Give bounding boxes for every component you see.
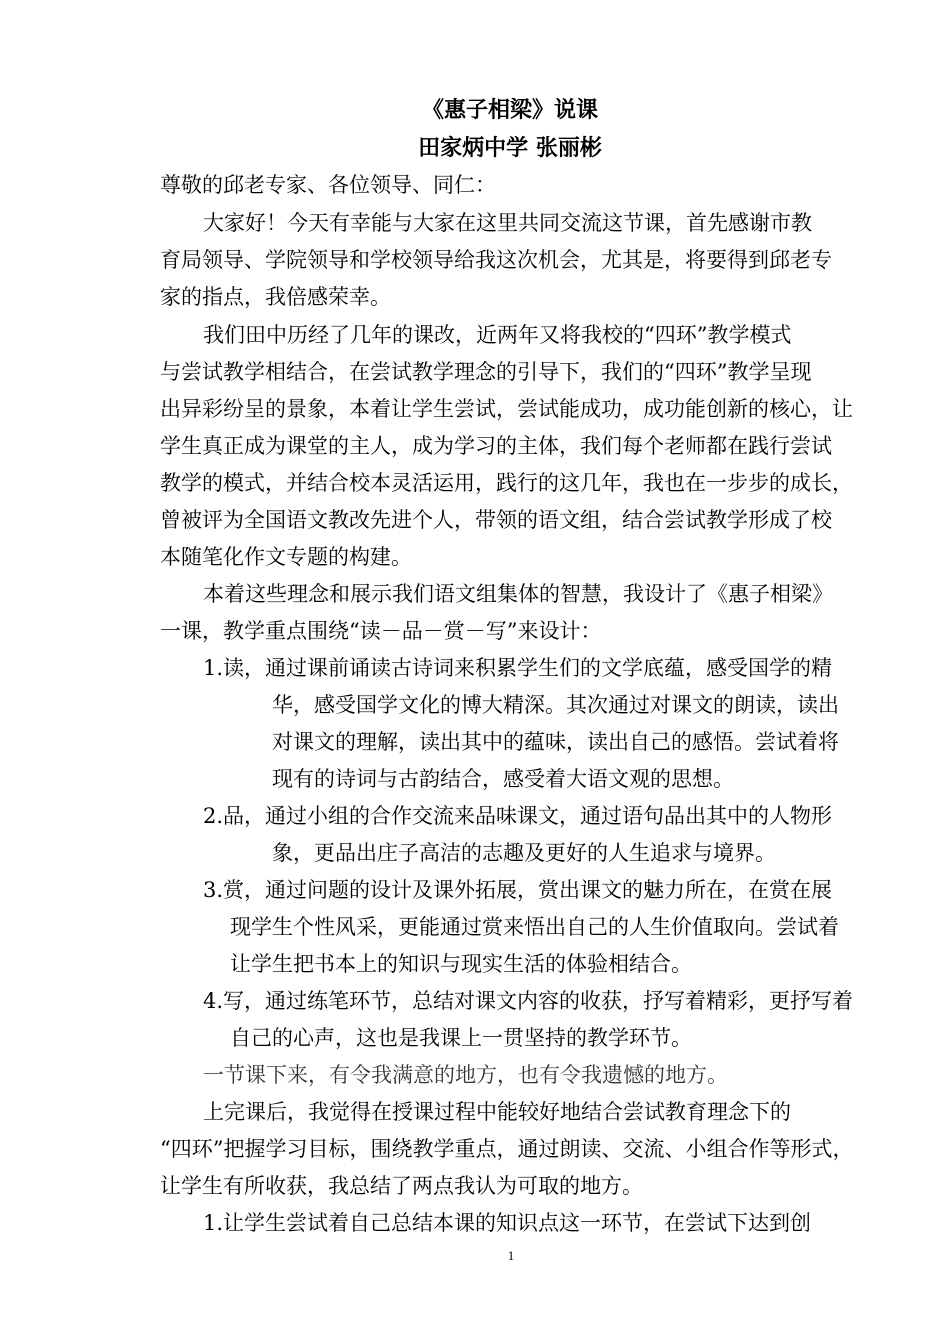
list-item-continuation: 现有的诗词与古韵结合，感受着大语文观的思想。: [272, 767, 734, 791]
text-line: 教学的模式，并结合校本灵活运用，践行的这几年，我也在一步步的成长，: [160, 471, 853, 495]
list-item-continuation: 华，感受国学文化的博大精深。其次通过对课文的朗读，读出: [272, 693, 839, 717]
text-line: 1.让学生尝试着自己总结本课的知识点这一环节，在尝试下达到创: [203, 1211, 812, 1235]
text-line: 一节课下来，有令我满意的地方，也有令我遗憾的地方。: [203, 1063, 728, 1087]
list-item-continuation: 象，更品出庄子高洁的志趣及更好的人生追求与境界。: [272, 841, 776, 865]
text-line: 学生真正成为课堂的主人，成为学习的主体，我们每个老师都在践行尝试: [160, 434, 832, 458]
list-item-2: 2.品，通过小组的合作交流来品味课文，通过语句品出其中的人物形: [203, 804, 833, 828]
document-title: 《惠子相梁》说课: [421, 98, 598, 123]
text-line: 上完课后，我觉得在授课过程中能较好地结合尝试教育理念下的: [203, 1100, 791, 1124]
list-item-4: 4.写，通过练笔环节，总结对课文内容的收获，抒写着精彩，更抒写着: [203, 989, 854, 1013]
text-line: 本随笔化作文专题的构建。: [160, 545, 412, 569]
list-item-3: 3.赏，通过问题的设计及课外拓展，赏出课文的魅力所在，在赏在展: [203, 878, 833, 902]
list-item-continuation: 自己的心声，这也是我课上一贯坚持的教学环节。: [230, 1026, 692, 1050]
text-line: 让学生有所收获，我总结了两点我认为可取的地方。: [160, 1174, 643, 1198]
list-item-continuation: 让学生把书本上的知识与现实生活的体验相结合。: [230, 952, 692, 976]
text-line: 曾被评为全国语文教改先进个人，带领的语文组，结合尝试教学形成了校: [160, 508, 832, 532]
list-item-1: 1.读，通过课前诵读古诗词来积累学生们的文学底蕴，感受国学的精: [203, 656, 833, 680]
text-line: 出异彩纷呈的景象，本着让学生尝试，尝试能成功，成功能创新的核心，让: [160, 397, 853, 421]
page-number: 1: [507, 1248, 515, 1263]
salutation: 尊敬的邱老专家、各位领导、同仁：: [160, 173, 496, 197]
list-item-continuation: 现学生个性风采，更能通过赏来悟出自己的人生价值取向。尝试着: [230, 915, 839, 939]
text-line: “四环”把握学习目标，围绕教学重点，通过朗读、交流、小组合作等形式，: [160, 1137, 854, 1161]
text-line: 我们田中历经了几年的课改，近两年又将我校的“四环”教学模式: [203, 323, 792, 347]
text-line: 育局领导、学院领导和学校领导给我这次机会，尤其是，将要得到邱老专: [160, 248, 832, 272]
text-line: 本着这些理念和展示我们语文组集体的智慧，我设计了《惠子相梁》: [203, 582, 833, 606]
list-item-continuation: 对课文的理解，读出其中的蕴味，读出自己的感悟。尝试着将: [272, 730, 839, 754]
text-line: 大家好！今天有幸能与大家在这里共同交流这节课，首先感谢市教: [203, 211, 812, 235]
text-line: 家的指点，我倍感荣幸。: [160, 285, 391, 309]
text-line: 与尝试教学相结合，在尝试教学理念的引导下，我们的“四环”教学呈现: [160, 360, 812, 384]
author-line: 田家炳中学 张丽彬: [418, 136, 602, 161]
text-line: 一课，教学重点围绕“读－品－赏－写”来设计：: [160, 619, 602, 643]
